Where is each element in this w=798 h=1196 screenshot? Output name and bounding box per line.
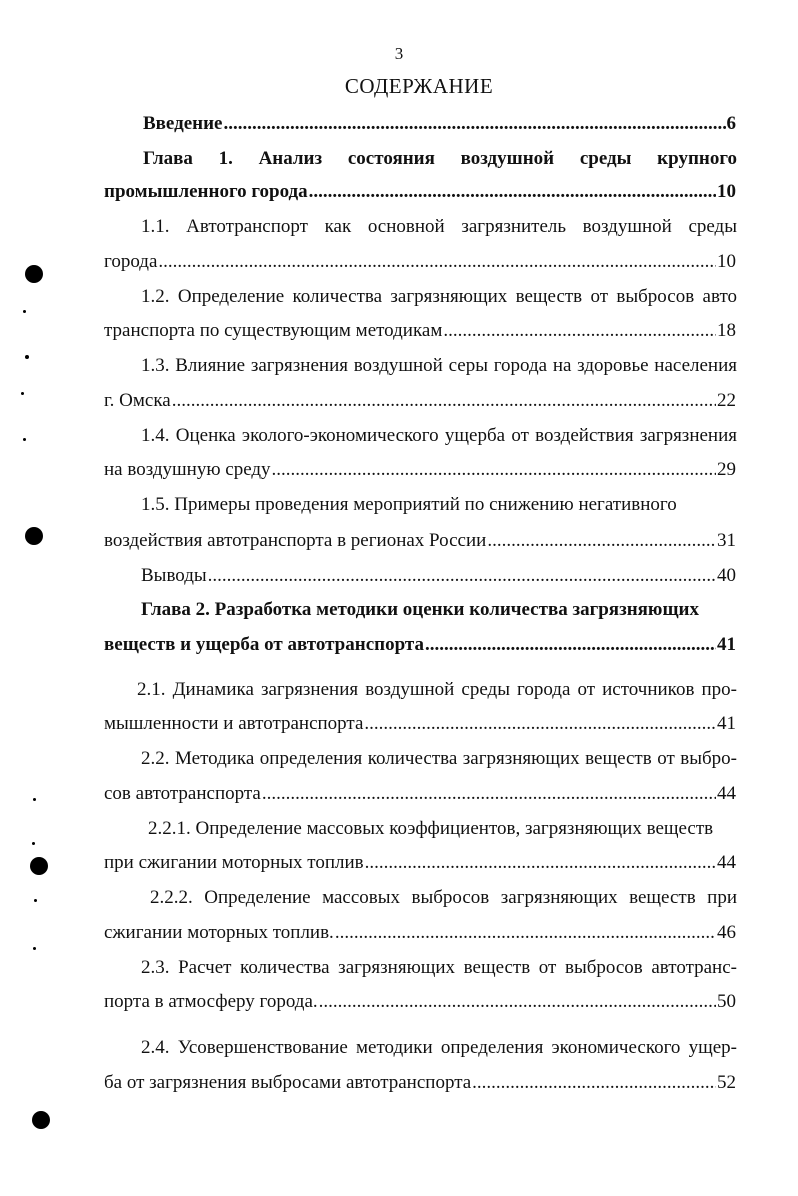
toc-entry-text: сжигании моторных топлив. [104,922,334,943]
toc-section-2-2-2-line-1[interactable]: 2.2.2. Определение массовых выбросов загрязняющих веществ при [150,887,737,908]
toc-page-number: 40 [717,565,736,586]
toc-page-number: 18 [717,320,736,341]
toc-entry-text: ба от загрязнения выбросами автотранспорта [104,1072,472,1093]
dot-leader [319,990,716,1014]
toc-chapter-1[interactable] [104,180,736,206]
toc-entry-text: г. Омска [104,390,171,411]
toc-section-1-4[interactable] [104,458,736,484]
toc-section-2-2-1[interactable] [104,851,736,877]
dot-leader [472,1071,716,1095]
dot-leader [487,529,716,553]
toc-section-2-3[interactable] [104,990,736,1016]
toc-section-2-3-line-1[interactable]: 2.3. Расчет количества загрязняющих веществ от выбросов автотранс- [141,957,737,978]
toc-section-1-5-line-1[interactable]: 1.5. Примеры проведения мероприятий по снижению негативного [141,494,677,515]
scan-speck [33,798,36,801]
toc-entry-text: Выводы [141,565,207,586]
toc-entry-text: транспорта по существующим методикам [104,320,443,341]
toc-section-2-1-line-1[interactable]: 2.1. Динамика загрязнения воздушной среды города от источников про- [137,679,737,700]
dot-leader [262,782,716,806]
toc-section-2-2-1-line-1[interactable]: 2.2.1. Определение массовых коэффициентов, загрязняющих веществ [148,818,714,839]
page-title: СОДЕРЖАНИЕ [344,74,494,98]
toc-chapter-1-line-1[interactable]: Глава 1. Анализ состояния воздушной среды крупного [143,148,737,169]
toc-section-1-2-line-1[interactable]: 1.2. Определение количества загрязняющих веществ от выбросов авто [141,286,737,307]
scan-speck [33,947,36,950]
scan-speck [25,355,29,359]
toc-section-2-4-line-1[interactable]: 2.4. Усовершенствование методики определения экономического ущер- [141,1037,737,1058]
toc-chapter-2-line-1[interactable]: Глава 2. Разработка методики оценки количества загрязняющих [141,599,699,620]
dot-leader [172,389,716,413]
toc-section-1-1[interactable] [104,250,736,276]
scan-speck [23,438,26,441]
scan-speck [23,310,26,313]
binder-hole-mark [25,527,43,545]
binder-hole-mark [30,857,48,875]
toc-entry-text: промышленного города [104,181,308,202]
toc-page-number: 46 [717,922,736,943]
toc-section-2-2-2[interactable] [104,921,736,947]
binder-hole-mark [25,265,43,283]
toc-section-2-2[interactable] [104,782,736,808]
toc-page-number: 31 [717,530,736,551]
toc-page-number: 50 [717,991,736,1012]
page-number: 3 [394,44,404,63]
dot-leader [208,564,716,588]
toc-page-number: 6 [726,113,736,134]
binder-hole-mark [32,1111,50,1129]
toc-section-2-1[interactable] [104,712,736,738]
toc-entry-text: сов автотранспорта [104,783,261,804]
toc-entry-text: города [104,251,158,272]
scan-speck [21,392,24,395]
dot-leader [443,319,716,343]
toc-section-1-3-line-1[interactable]: 1.3. Влияние загрязнения воздушной серы города на здоровье населения [141,355,737,376]
toc-section-1-2[interactable] [104,319,736,345]
toc-entry-text: на воздушную среду [104,459,271,480]
scan-speck [34,899,37,902]
toc-section-1-4-line-1[interactable]: 1.4. Оценка эколого-экономического ущерба от воздействия загрязнения [141,425,737,446]
toc-section-2-4[interactable] [104,1071,736,1097]
toc-entry-text: веществ и ущерба от автотранспорта [104,634,424,655]
toc-page-number: 29 [717,459,736,480]
toc-page-number: 10 [717,181,736,202]
toc-entry-text: мышленности и автотранспорта [104,713,364,734]
dot-leader [309,180,716,204]
dot-leader [364,712,716,736]
dot-leader [425,633,716,657]
dot-leader [272,458,716,482]
dot-leader [335,921,716,945]
toc-entry-text: порта в атмосферу города. [104,991,318,1012]
scan-speck [32,842,35,845]
toc-chapter-2[interactable] [104,633,736,659]
toc-conclusions[interactable] [141,564,736,590]
toc-entry-intro[interactable] [143,112,736,138]
toc-page-number: 22 [717,390,736,411]
toc-section-2-2-line-1[interactable]: 2.2. Методика определения количества загрязняющих веществ от выбро- [141,748,737,769]
toc-page-number: 52 [717,1072,736,1093]
toc-page-number: 44 [717,852,736,873]
dot-leader [158,250,716,274]
toc-entry-text: при сжигании моторных топлив [104,852,364,873]
dot-leader [224,112,726,136]
toc-entry-text: Введение [143,113,223,134]
toc-page-number: 41 [717,713,736,734]
toc-entry-text: воздействия автотранспорта в регионах России [104,530,487,551]
toc-page-number: 41 [717,634,736,655]
toc-page-number: 10 [717,251,736,272]
toc-section-1-5[interactable] [104,529,736,555]
dot-leader [365,851,716,875]
toc-section-1-3[interactable] [104,389,736,415]
toc-page-number: 44 [717,783,736,804]
toc-section-1-1-line-1[interactable]: 1.1. Автотранспорт как основной загрязнитель воздушной среды [141,216,737,237]
